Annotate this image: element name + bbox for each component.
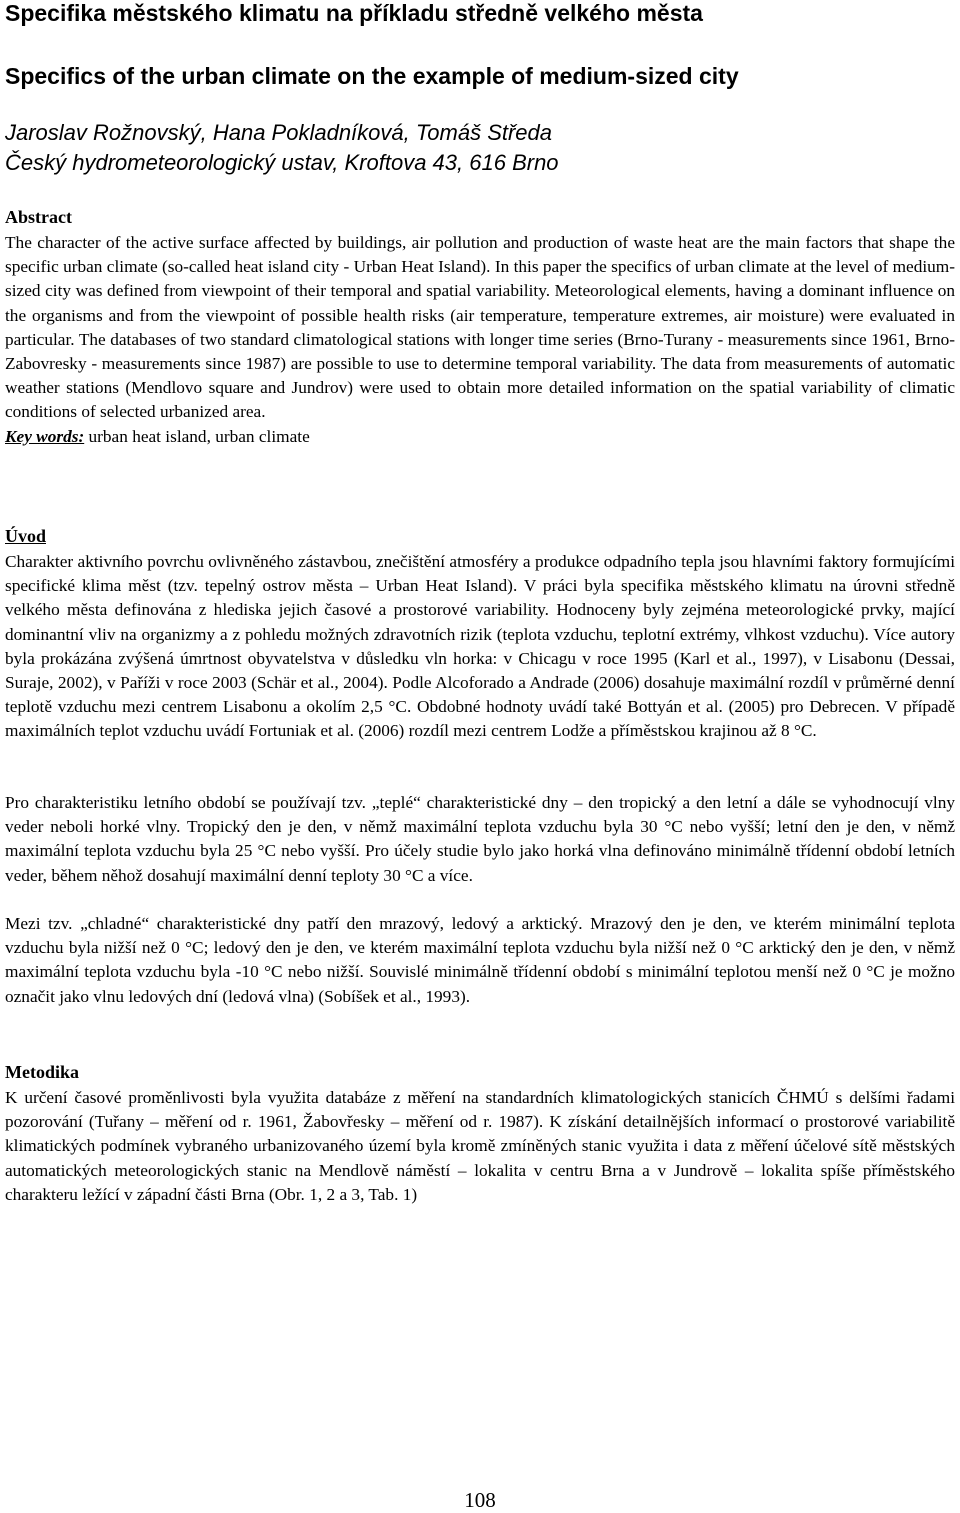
abstract-text (5, 231, 955, 449)
title-english: Specifics of the urban climate on the example of medium-sized city (5, 63, 739, 89)
uvod-heading: Úvod (5, 526, 47, 546)
authors: Jaroslav Rožnovský, Hana Pokladníková, Tomáš Středa (5, 120, 553, 145)
uvod-paragraph-3: Mezi tzv. „chladné“ charakteristické dny patří den mrazový, ledový a arktický. Mrazový den je den, ve kterém minimální teplota vzduchu byla nižší než 0 °C; ledový den je den, ve kterém maximální teplota vzduchu byla nižší než 0 °C arktický den je den, v němž maximální teplota vzduchu byla -10 °C nebo nižší. Souvislé minimálně třídenní období s minimální teplotou menší než 0 °C je možno označit jako vlnu ledových dní (ledová vlna) (Sobíšek et al., 1993). (5, 914, 955, 1006)
abstract-body: The character of the active surface affected by buildings, air pollution and production of waste heat are the main factors that shape the specific urban climate (so-called heat island city - Urban Heat Island). In this paper the specifics of urban climate at the level of medium-sized city was defined from viewpoint of their temporal and spatial variability. Meteorological elements, having a dominant influence on the organisms and from the viewpoint of possible health risks (air temperature, temperature extremes, air moisture) were evaluated in particular. The databases of two standard climatological stations with longer time series (Brno-Turany - measurements since 1961, Brno-Zabovresky - measurements since 1987) are possible to use to determine temporal variability. The data from measurements of automatic weather stations (Mendlovo square and Jundrov) were used to obtain more detailed information on the spatial variability of climatic conditions of selected urbanized area. (5, 233, 955, 422)
abstract-heading: Abstract (5, 207, 72, 227)
title-czech: Specifika městského klimatu na příkladu středně velkého města (5, 0, 703, 26)
uvod-paragraph-2: Pro charakteristiku letního období se používají tzv. „teplé“ charakteristické dny – den tropický a den letní a dále se vyhodnocují vlny veder neboli horké vlny. Tropický den je den, v němž maximální teplota vzduchu byla 30 °C nebo vyšší; letní den je den, v němž maximální teplota vzduchu byla 25 °C nebo vyšší. Pro účely studie bylo jako horká vlna definováno minimálně třídenní období letních veder, během něhož dosahují maximální denní teploty 30 °C a více. (5, 793, 955, 885)
metodika-text: K určení časové proměnlivosti byla využita databáze z měření na standardních klimatologických stanicích ČHMÚ s delšími řadami pozorování (Tuřany – měření od r. 1961, Žabovřesky – měření od r. 1987). K získání detailnějších informací o prostorové variabilitě klimatických podmínek vybraného urbanizovaného území byla kromě zmíněných stanic využita i data z měření účelové sítě městských automatických meteorologických stanic na Mendlově náměstí – lokalita v centru Brna a v Jundrově – lokalita spíše příměstského charakteru ležící v západní části Brna (Obr. 1, 2 a 3, Tab. 1) (5, 1088, 955, 1204)
keywords-label: Key words: (5, 426, 85, 446)
affiliation: Český hydrometeorologický ustav, Kroftova 43, 616 Brno (5, 150, 559, 175)
keywords-value: urban heat island, urban climate (84, 426, 310, 446)
metodika-heading: Metodika (5, 1062, 79, 1082)
uvod-paragraph-1: Charakter aktivního povrchu ovlivněného zástavbou, znečištění atmosféry a produkce odpadního tepla jsou hlavními faktory formujícími specifické klima měst (tzv. tepelný ostrov města – Urban Heat Island). V práci byla specifika městského klimatu na úrovni středně velkého města definována z hlediska jejich časové a prostorové variability. Hodnoceny byly zejména meteorologické prvky, mající dominantní vliv na organizmy a z pohledu možných zdravotních rizik (teplota vzduchu, teplotní extrémy, vlhkost vzduchu). Více autory byla prokázána zvýšená úmrtnost obyvatelstva v důsledku vln horka: v Chicagu v roce 1995 (Karl et al., 1997), v Lisabonu (Dessai, Suraje, 2002), v Paříži v roce 2003 (Schär et al., 2004). Podle Alcoforado a Andrade (2006) dosahuje maximální rozdíl v průměrné denní teplotě vzduchu mezi centrem Lisabonu a okolím 2,5 °C. Obdobné hodnoty uvádí také Bottyán et al. (2005) pro Debrecen. V případě maximálních teplot vzduchu uvádí Fortuniak et al. (2006) rozdíl mezi centrem Lodže a příměstskou krajinou až 8 °C. (5, 552, 955, 741)
page-number: 108 (464, 1488, 496, 1512)
